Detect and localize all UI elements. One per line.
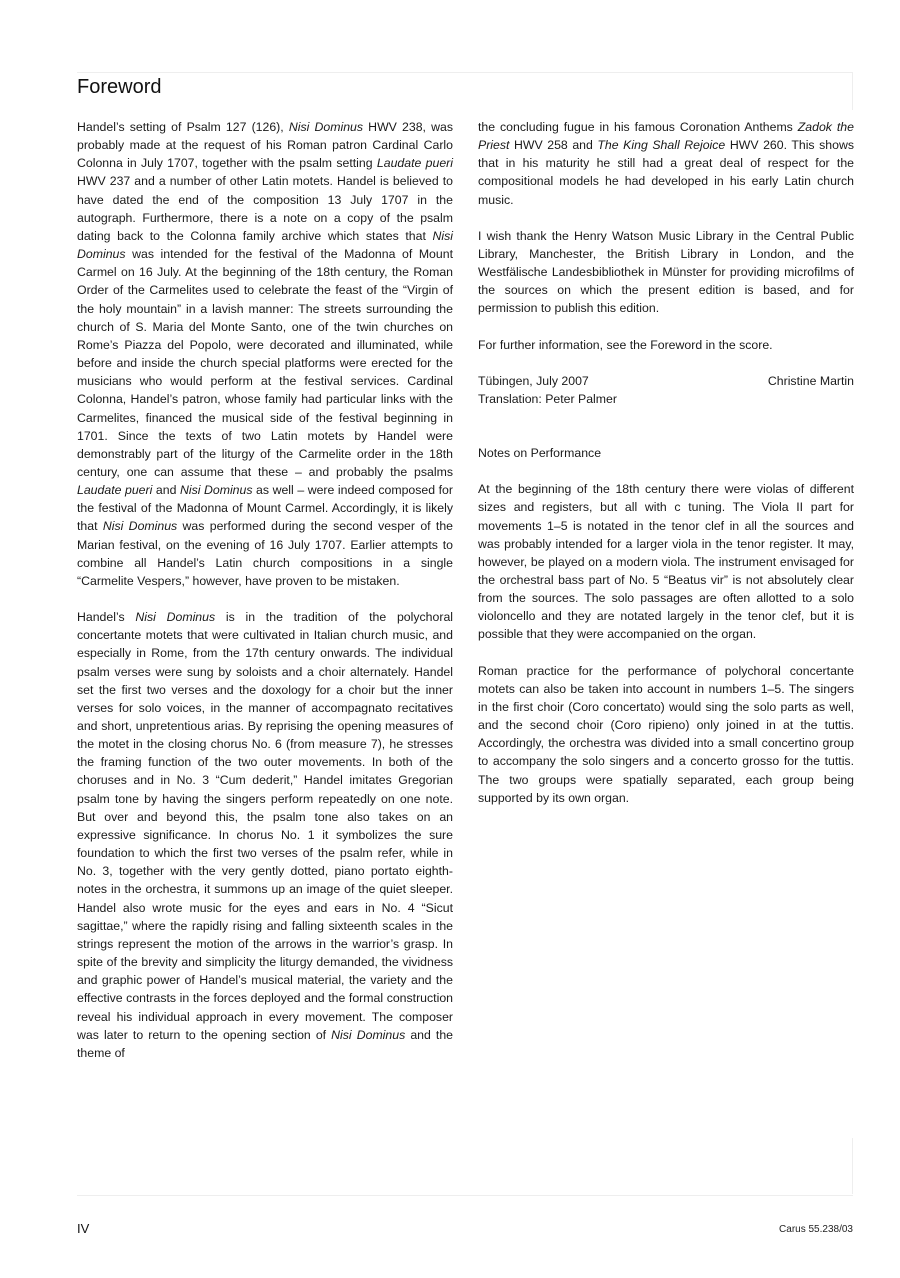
- foreword-paragraph-3: the concluding fugue in his famous Coronation Anthems Zadok the Priest HWV 258 and The King Shall Rejoice HWV 260. This shows that in his maturity he still had a great deal of respect for the compositional models he had developed in his early Latin church music.: [478, 120, 855, 207]
- catalog-number: Carus 55.238/03: [779, 1224, 853, 1235]
- italic-title: Nisi Dominus: [179, 483, 253, 498]
- notes-paragraph-2: Roman practice for the performance of polychoral concertante motets can also be taken into account in numbers 1–5. The singers in the first choir (Coro concertato) would sing the solo parts as well, and the second choir (Coro ripieno) only joined in at the tuttis. Accordingly, the orchestra was divided into a small concertino group to accompany the solo singers and a concerto grosso for the tuttis. The two groups were spatially separated, each group being supported by its own organ.: [478, 663, 854, 805]
- left-column: [77, 118, 453, 1080]
- place-date: Tübingen, July 2007: [478, 373, 589, 388]
- page-title: Foreword: [77, 76, 162, 98]
- notes-paragraph-1: At the beginning of the 18th century there were violas of different sizes and registers, but all with c tuning. The Viola II part for movements 1–5 is notated in the tenor clef in all the sources and was probably intended for a larger viola in the tenor register. It may, however, be played on a modern viola. The instrument envisaged for the orchestral bass part of No. 5 “Beatus vir” is not absolutely clear from the sources. The solo passages are often allotted to a solo violoncello and they are notated largely in the tenor clef, but it is possible that they were accompanied on the organ.: [478, 482, 854, 642]
- frame-right-line: [852, 72, 853, 110]
- foreword-paragraph-1: Handel’s setting of Psalm 127 (126), Nisi Dominus HWV 238, was probably made at the request of his Roman patron Cardinal Carlo Colonna in July 1707, together with the psalm setting Laudate pueri HWV 237 and a number of other Latin motets. Handel is believed to have dated the end of the composition 13 July 1707 in the autograph. Furthermore, there is a note on a copy of the psalm dating back to the Colonna family archive which states that Nisi Dominus was intended for the festival of the Madonna of Mount Carmel on 16 July. At the beginning of the 18th century, the Roman Order of the Carmelites used to celebrate the feast of the “Virgin of the holy mountain” in a lavish manner: The streets surrounding the church of S. Maria del Monte Santo, one of the twin churches on Rome’s Piazza del Popolo, were decorated and illuminated, while before and inside the church special platforms were erected for the musicians who would perform at the festival services. Cardinal Colonna, Handel’s patron, whose family had particular links with the Carmelites, financed the musical side of the festival beginning in 1701. Since the texts of two Latin motets by Handel were demonstrably part of the liturgy of the Carmelite order in the 18th century, one can assume that these – and probably the psalms Laudate pueri and Nisi Dominus as well – were indeed composed for the festival of the Madonna of Mount Carmel. Accordingly, it is likely that Nisi Dominus was performed during the second vesper of the Marian festival, on the evening of 16 July 1707. Earlier attempts to combine all Handel’s Latin church compositions in a single “Carmelite Vespers,” however, have proven to be mistaken.: [77, 120, 454, 588]
- frame-right-line-bottom: [852, 1138, 853, 1194]
- italic-title: Laudate pueri: [376, 156, 453, 171]
- acknowledgements-paragraph: I wish thank the Henry Watson Music Library in the Central Public Library, Manchester, the British Library in London, and the Westfälische Landesbibliothek in Münster for providing microfilms of the sources on which the present edition is based, and for permission to publish this edition.: [478, 228, 854, 316]
- page-number: IV: [77, 1221, 90, 1236]
- author-name: Christine Martin: [767, 373, 854, 388]
- frame-top-line: [77, 72, 853, 73]
- italic-title: Nisi Dominus: [288, 120, 364, 134]
- italic-title: Nisi Dominus: [331, 1027, 406, 1042]
- notes-heading: Notes on Performance: [478, 446, 602, 461]
- italic-title: Nisi Dominus: [102, 519, 178, 534]
- frame-bottom-line: [77, 1195, 853, 1196]
- right-column: [478, 118, 854, 825]
- translator-credit: Translation: Peter Palmer: [478, 391, 617, 406]
- signature-line: [478, 372, 854, 390]
- italic-title: Laudate pueri: [77, 483, 153, 498]
- foreword-paragraph-2: Handel’s Nisi Dominus is in the tradition of the polychoral concertante motets that were cultivated in Italian church music, and especially in Rome, from the 17th century onwards. The individual psalm verses were sung by soloists and a choir alternately. Handel set the first two verses and the doxology for a choir but the inner verses for solo voices, in the manner of accompagnato recitatives and short, unpretentious arias. By reprising the opening measures of the motet in the closing chorus No. 6 (from measure 7), he stresses the framing function of the two outer movements. In both of the choruses and in No. 3 “Cum dederit,” Handel imitates Gregorian psalm tone by having the singers perform repeatedly on one note. But over and beyond this, the psalm tone also takes on an expressive significance. In chorus No. 1 it symbolizes the sure foundation to which the first two verses of the psalm refer, while in No. 3, together with the very gently dotted, piano portato eighth-notes in the orchestra, it summons up an image of the quiet sleeper. Handel also wrote music for the eyes and ears in No. 4 “Sicut sagittae,” where the rapidly rising and falling sixteenth scales in the strings represent the motion of the arrows in the warrior’s grasp. In spite of the brevity and simplicity the liturgy demanded, the vividness and graphic power of Handel’s musical material, the variety and the effective contrasts in the forces deployed and the formal construction reveal his individual approach in every movement. The composer was later to return to the opening section of Nisi Dominus and the theme of: [77, 610, 454, 1060]
- further-info-paragraph: For further information, see the Foreword in the score.: [478, 337, 773, 352]
- italic-title: Nisi Dominus: [135, 610, 216, 625]
- italic-title: Zadok the Priest: [478, 120, 854, 153]
- italic-title: The King Shall Rejoice: [597, 138, 726, 153]
- italic-title: Nisi Dominus: [77, 228, 453, 262]
